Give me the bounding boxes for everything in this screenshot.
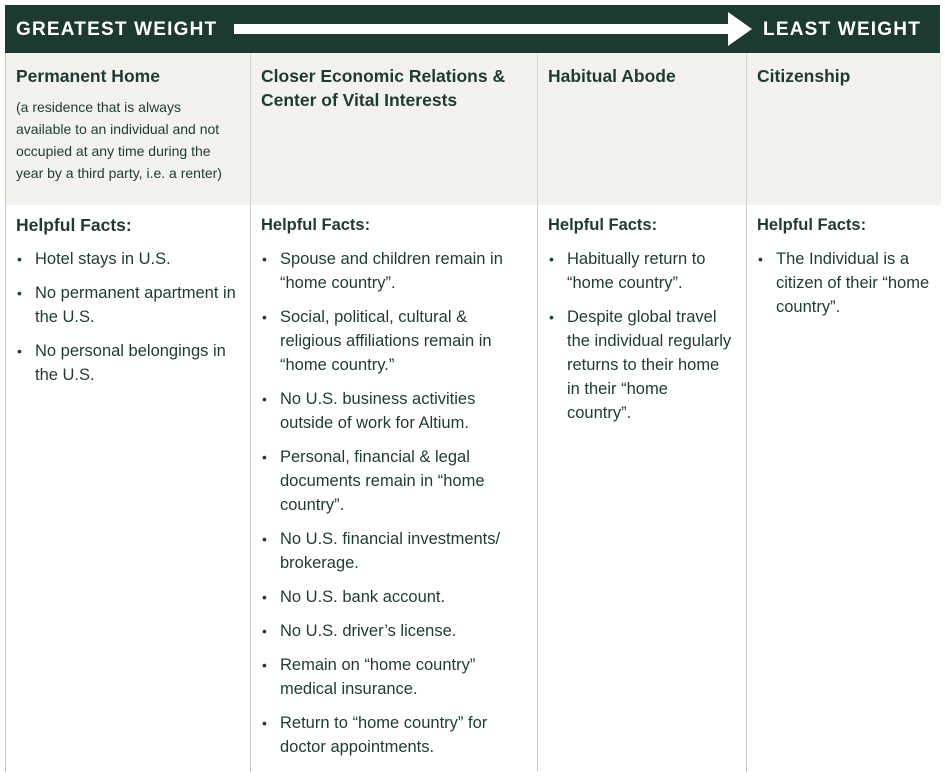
header-citizenship [747,53,941,205]
list-item: • Remain on “home country” medical insurance. [261,653,527,701]
list-item: • Hotel stays in U.S. [16,247,240,271]
list-item: • No personal belongings in the U.S. [16,339,240,387]
list-item: • No U.S. driver’s license. [261,619,527,643]
facts-list [757,247,931,319]
arrow-right-icon [234,12,754,46]
column-title: Citizenship [757,66,851,86]
facts-economic-relations [251,205,538,772]
list-item: • Habitually return to “home country”. [548,247,736,295]
helpful-facts-heading: Helpful Facts: [757,216,867,234]
header-habitual-abode [538,53,747,205]
helpful-facts-heading: Helpful Facts: [261,216,371,234]
least-weight-label: LEAST WEIGHT [763,19,921,40]
tie-breaker-table [5,53,940,772]
list-item: • Spouse and children remain in “home country”. [261,247,527,295]
column-subtitle: (a residence that is always available to an individual and not occupied at any time during the year by a third party, i.e. a renter) [16,99,222,181]
facts-habitual-abode [538,205,747,772]
list-item: • The Individual is a citizen of their “home country”. [757,247,931,319]
helpful-facts-heading: Helpful Facts: [16,215,132,235]
list-item: • Social, political, cultural & religious affiliations remain in “home country.” [261,305,527,377]
weight-banner [5,5,940,53]
list-item: • Despite global travel the individual regularly returns to their home in their “home country”. [548,305,736,425]
facts-list [548,247,736,425]
column-title: Closer Economic Relations & Center of Vital Interests [261,66,506,110]
list-item: • Return to “home country” for doctor appointments. [261,711,527,759]
column-title: Permanent Home [16,66,160,86]
list-item: • No permanent apartment in the U.S. [16,281,240,329]
greatest-weight-label: GREATEST WEIGHT [16,19,218,40]
helpful-facts-heading: Helpful Facts: [548,216,658,234]
facts-list [261,247,527,759]
facts-permanent-home [6,205,251,772]
list-item: • No U.S. business activities outside of work for Altium. [261,387,527,435]
header-permanent-home [6,53,251,205]
list-item: • No U.S. bank account. [261,585,527,609]
facts-list [16,247,240,387]
list-item: • No U.S. financial investments/ brokerage. [261,527,527,575]
column-title: Habitual Abode [548,66,676,86]
header-economic-relations [251,53,538,205]
facts-citizenship [747,205,941,772]
list-item: • Personal, financial & legal documents remain in “home country”. [261,445,527,517]
